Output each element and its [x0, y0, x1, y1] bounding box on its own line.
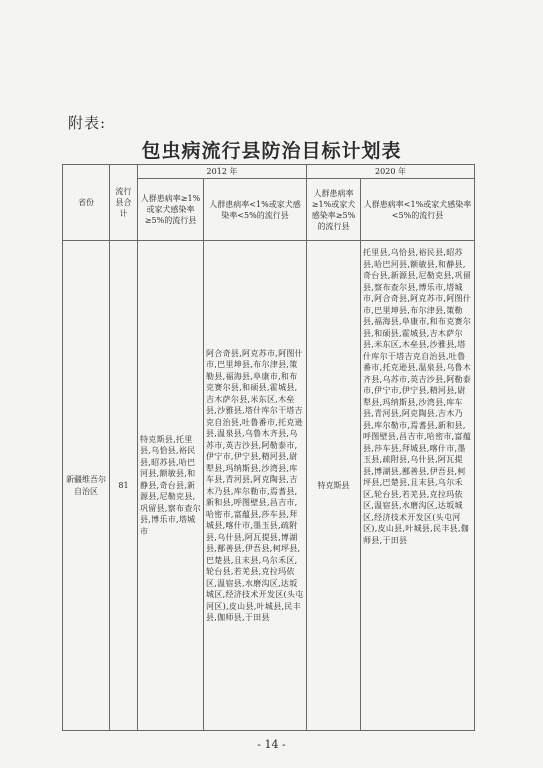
- cell-2012-high: 特克斯县,托里县,乌恰县,裕民县,昭苏县,哈巴河县,额敏县,和静县,奇台县,新源县,尼勒克县,巩留县,察布查尔县,博乐市,塔城市: [138, 241, 204, 731]
- cell-2012-low: 阿合奇县,阿克苏市,阿图什市,巴里坤县,布尔津县,策勒县,福海县,阜康市,和布克赛尔县,和硕县,霍城县,吉木萨尔县,米东区,木垒县,沙雅县,塔什库尔干塔吉克自治县,吐鲁番市,托克逊县,温泉县,乌鲁木齐县,乌苏市,英吉沙县,阿勒泰市,伊宁市,伊宁县,精河县,尉犁县,玛纳斯县,沙湾县,库车县,青河县,阿克陶县,吉木乃县,库尔勒市,焉耆县,新和县,呼图壁县,昌吉市,哈密市,富蕴县,莎车县,拜城县,喀什市,墨玉县,疏附县,乌什县,阿瓦提县,博湖县,鄯善县,伊吾县,柯坪县,巴楚县,且末县,乌尔禾区,轮台县,若羌县,克拉玛依区,温宿县,水磨沟区,达坂城区,经济技术开发区(头屯河区),皮山县,叶城县,民丰县,伽师县,于田县: [204, 241, 307, 731]
- prevention-plan-table: [62, 164, 475, 731]
- cell-province: 新疆维吾尔自治区: [63, 241, 110, 731]
- header-2020-high: 人群患病率≥1%或家犬感染率≥5%的流行县: [307, 179, 361, 241]
- cell-count: 81: [110, 241, 138, 731]
- cell-2020-low: 托里县,乌恰县,裕民县,昭苏县,哈巴河县,额敏县,和静县,奇台县,新源县,尼勒克县,巩留县,察布查尔县,博乐市,塔城市,阿合奇县,阿克苏市,阿图什市,巴里坤县,布尔津县,策勒县,福海县,阜康市,和布克赛尔县,和硕县,霍城县,吉木萨尔县,米东区,木垒县,沙雅县,塔什库尔干塔吉克自治县,吐鲁番市,托克逊县,温泉县,乌鲁木齐县,乌苏市,英吉沙县,阿勒泰市,伊宁市,伊宁县,精河县,尉犁县,玛纳斯县,沙湾县,库车县,青河县,阿克陶县,吉木乃县,库尔勒市,焉耆县,新和县,呼图壁县,昌吉市,哈密市,富蕴县,莎车县,拜城县,喀什市,墨玉县,疏附县,乌什县,阿瓦提县,博湖县,鄯善县,伊吾县,柯坪县,巴楚县,且末县,乌尔禾区,轮台县,若羌县,克拉玛依区,温宿县,水磨沟区,达坂城区,经济技术开发区(头屯河区),皮山县,叶城县,民丰县,伽师县,于田县: [361, 241, 475, 731]
- cell-2020-high: 特克斯县: [307, 241, 361, 731]
- page-title: 包虫病流行县防治目标计划表: [141, 140, 402, 162]
- header-2012-high: 人群患病率≥1%或家犬感染率≥5%的流行县: [138, 179, 204, 241]
- table-row: [63, 241, 475, 731]
- header-year-2012: 2012 年: [138, 165, 307, 179]
- header-2012-low: 人群患病率<1%或家犬感染率<5%的流行县: [204, 179, 307, 241]
- page-number: - 14 -: [257, 738, 286, 751]
- header-count: 流行县合计: [110, 165, 138, 241]
- header-2020-low: 人群患病率<1%或家犬感染率<5%的流行县: [361, 179, 475, 241]
- annex-label: 附表:: [68, 114, 107, 132]
- header-province: 省份: [63, 165, 110, 241]
- header-year-2020: 2020 年: [307, 165, 475, 179]
